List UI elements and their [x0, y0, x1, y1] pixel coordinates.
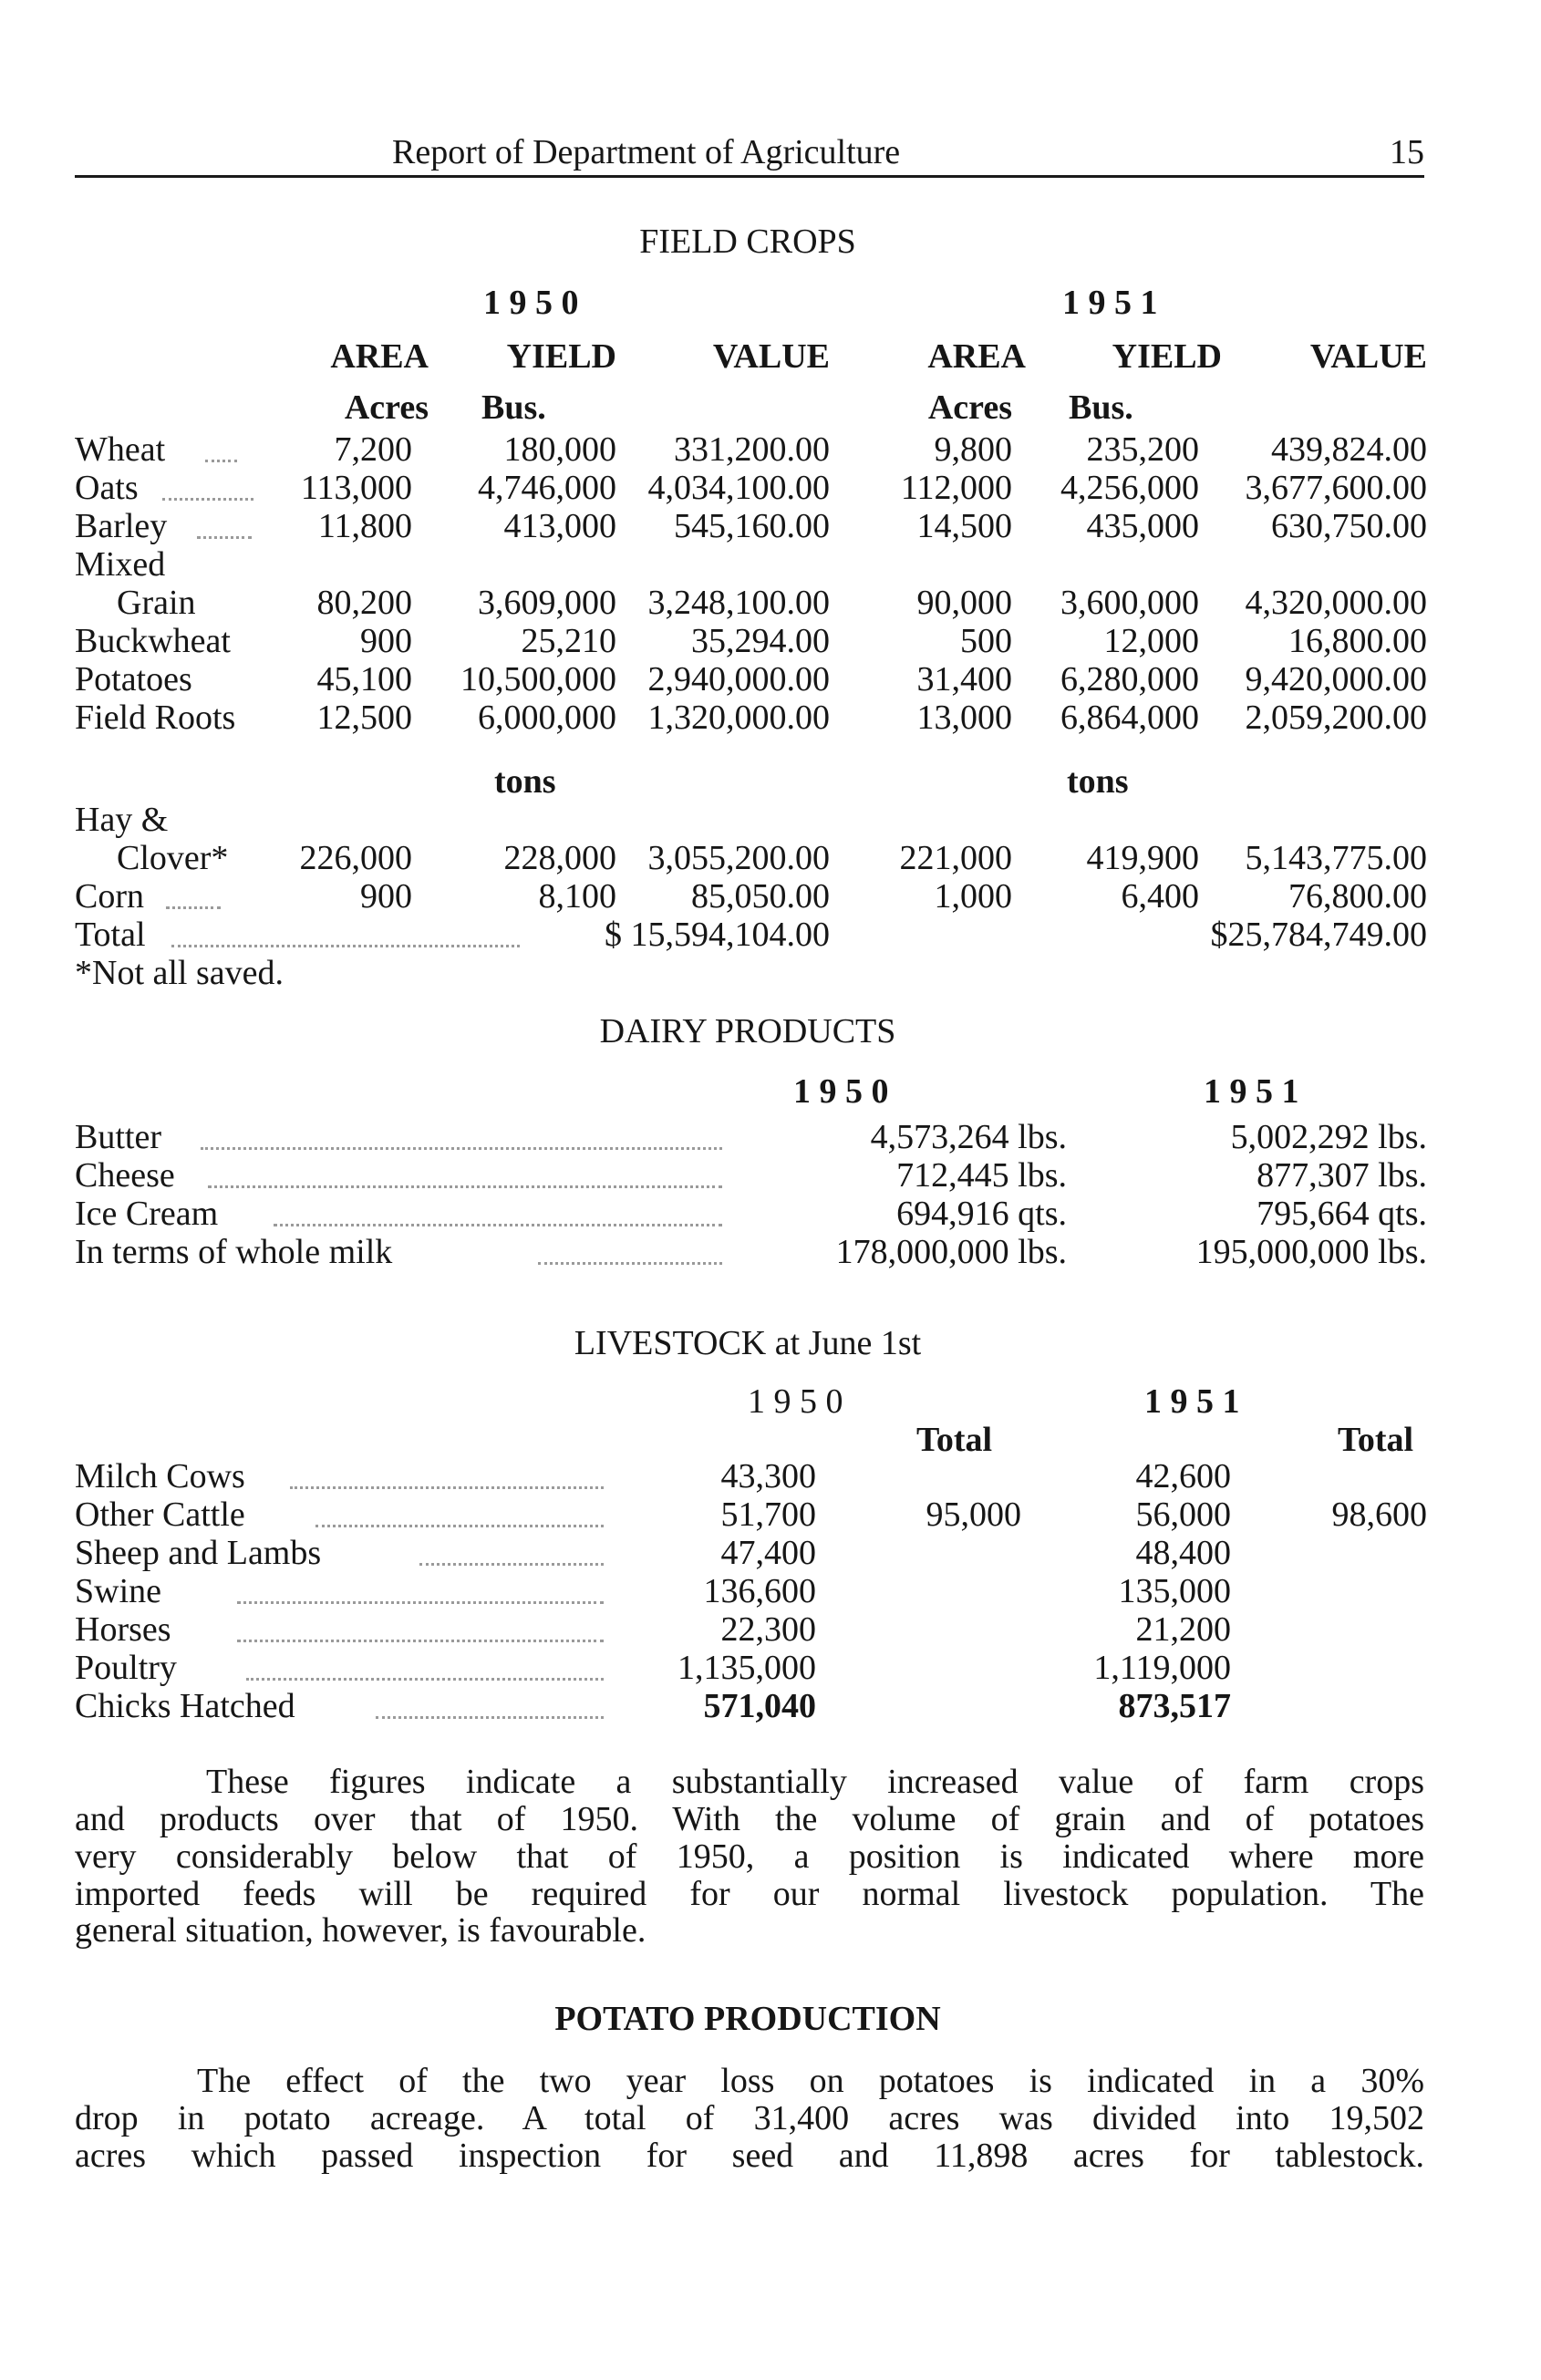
- livestock-total-label-1951: Total: [1338, 1421, 1414, 1459]
- leader-dots: [237, 1640, 604, 1642]
- yield-1950: 4,746,000: [478, 469, 616, 507]
- value-1951: 5,143,775.00: [1245, 839, 1427, 877]
- area-1951: 1,000: [934, 877, 1012, 916]
- area-1950: 11,800: [317, 507, 412, 545]
- yield-1951: 6,400: [1121, 877, 1199, 916]
- livestock-1951: 1,119,000: [1093, 1649, 1231, 1687]
- leader-dots: [237, 1601, 604, 1604]
- area-1950: 900: [360, 622, 412, 660]
- yield-1950: 10,500,000: [460, 660, 616, 698]
- value-1950: 331,200.00: [674, 430, 830, 469]
- livestock-1950: 571,040: [703, 1687, 816, 1725]
- leader-dots: [315, 1525, 604, 1527]
- col-yield-1950: YIELD: [506, 337, 616, 376]
- col-value-1951: VALUE: [1309, 337, 1427, 376]
- livestock-1951: 48,400: [1135, 1534, 1231, 1572]
- livestock-1950: 22,300: [720, 1610, 816, 1649]
- dairy-1951: 877,307 lbs.: [1257, 1156, 1427, 1195]
- value-1951: 439,824.00: [1271, 430, 1427, 469]
- livestock-total-1950: 95,000: [926, 1495, 1021, 1534]
- area-1950: 7,200: [334, 430, 412, 469]
- yield-1951: 4,256,000: [1060, 469, 1199, 507]
- dairy-1950: 694,916 qts.: [896, 1195, 1067, 1233]
- footnote: *Not all saved.: [75, 954, 284, 992]
- col-area-1950: AREA: [330, 337, 429, 376]
- unit-tons-1951: tons: [1067, 762, 1129, 801]
- livestock-total-label-1950: Total: [916, 1421, 993, 1459]
- livestock-1950: 43,300: [720, 1457, 816, 1495]
- leader-dots: [419, 1563, 604, 1566]
- leader-dots: [162, 498, 253, 501]
- leader-dots: [197, 536, 252, 539]
- area-1951: 14,500: [916, 507, 1012, 545]
- yield-1950: 228,000: [503, 839, 616, 877]
- area-1951: 9,800: [934, 430, 1012, 469]
- value-1951: 4,320,000.00: [1245, 584, 1427, 622]
- value-1950: 1,320,000.00: [647, 698, 830, 737]
- area-1950: 12,500: [316, 698, 412, 737]
- unit-acres-1950: Acres: [344, 388, 429, 427]
- livestock-item: Horses: [75, 1610, 171, 1649]
- crop-label-line1: Hay &: [75, 801, 169, 839]
- crop-label: Potatoes: [75, 660, 192, 698]
- unit-bus-1950: Bus.: [481, 388, 546, 427]
- crop-label: Buckwheat: [75, 622, 231, 660]
- crop-label: Grain: [117, 584, 196, 622]
- leader-dots: [166, 906, 221, 909]
- crop-label: Corn: [75, 877, 144, 916]
- summary-line: very considerably below that of 1950, a position is indicated where more: [75, 1837, 1424, 1876]
- livestock-1951: 56,000: [1135, 1495, 1231, 1534]
- dairy-year-1950: 1 9 5 0: [793, 1072, 889, 1111]
- value-1950: 85,050.00: [691, 877, 830, 916]
- livestock-year-1951: 1 9 5 1: [1144, 1382, 1240, 1421]
- dairy-1951: 195,000,000 lbs.: [1195, 1233, 1427, 1271]
- livestock-1951: 873,517: [1118, 1687, 1231, 1725]
- livestock-year-1950: 1 9 5 0: [748, 1382, 843, 1421]
- dairy-title: DAIRY PRODUCTS: [599, 1012, 896, 1050]
- livestock-1950: 51,700: [720, 1495, 816, 1534]
- yield-1950: 25,210: [521, 622, 616, 660]
- dairy-item: In terms of whole milk: [75, 1233, 393, 1271]
- value-1950: 3,248,100.00: [647, 584, 830, 622]
- yield-1951: 6,280,000: [1060, 660, 1199, 698]
- yield-1951: 235,200: [1086, 430, 1199, 469]
- running-header-title: Report of Department of Agriculture: [392, 133, 901, 171]
- unit-tons-1950: tons: [494, 762, 556, 801]
- potato-line: The effect of the two year loss on potatoes is indicated in a 30%: [197, 2062, 1424, 2100]
- value-1951: 2,059,200.00: [1245, 698, 1427, 737]
- value-1950: 3,055,200.00: [647, 839, 830, 877]
- dairy-1951: 5,002,292 lbs.: [1230, 1118, 1427, 1156]
- value-1950: 545,160.00: [674, 507, 830, 545]
- yield-1950: 8,100: [538, 877, 616, 916]
- summary-line: general situation, however, is favourable.: [75, 1911, 646, 1950]
- leader-dots: [376, 1716, 604, 1719]
- potato-line: acres which passed inspection for seed and 11,898 acres for tablestock.: [75, 2137, 1424, 2175]
- area-1950: 900: [360, 877, 412, 916]
- livestock-1950: 47,400: [720, 1534, 816, 1572]
- leader-dots: [290, 1486, 604, 1489]
- dairy-1950: 4,573,264 lbs.: [870, 1118, 1067, 1156]
- dairy-item: Cheese: [75, 1156, 175, 1195]
- yield-1951: 3,600,000: [1060, 584, 1199, 622]
- dairy-year-1951: 1 9 5 1: [1204, 1072, 1299, 1111]
- area-1950: 45,100: [316, 660, 412, 698]
- dairy-1950: 178,000,000 lbs.: [835, 1233, 1067, 1271]
- page-number: 15: [1390, 133, 1424, 171]
- dairy-1951: 795,664 qts.: [1257, 1195, 1427, 1233]
- livestock-item: Sheep and Lambs: [75, 1534, 322, 1572]
- dairy-item: Ice Cream: [75, 1195, 219, 1233]
- unit-bus-1951: Bus.: [1069, 388, 1133, 427]
- leader-dots: [171, 945, 520, 947]
- summary-line: and products over that of 1950. With the volume of grain and of potatoes: [75, 1800, 1424, 1838]
- crop-label-line1: Mixed: [75, 545, 166, 584]
- summary-line: These figures indicate a substantially increased value of farm crops: [206, 1763, 1424, 1801]
- area-1951: 112,000: [900, 469, 1012, 507]
- leader-dots: [274, 1224, 722, 1226]
- leader-dots: [246, 1678, 604, 1681]
- col-value-1950: VALUE: [712, 337, 830, 376]
- col-area-1951: AREA: [927, 337, 1026, 376]
- area-1950: 113,000: [300, 469, 412, 507]
- yield-1951: 419,900: [1086, 839, 1199, 877]
- livestock-title: LIVESTOCK at June 1st: [574, 1324, 922, 1362]
- summary-line: imported feeds will be required for our normal livestock population. The: [75, 1875, 1424, 1913]
- yield-1951: 435,000: [1086, 507, 1199, 545]
- total-value-1950: $ 15,594,104.00: [605, 916, 830, 954]
- total-value-1951: $25,784,749.00: [1210, 916, 1427, 954]
- yield-1951: 12,000: [1103, 622, 1199, 660]
- crop-label: Barley: [75, 507, 168, 545]
- livestock-1950: 1,135,000: [677, 1649, 816, 1687]
- livestock-item: Chicks Hatched: [75, 1687, 295, 1725]
- year-1951-heading: 1 9 5 1: [1062, 284, 1158, 322]
- livestock-item: Other Cattle: [75, 1495, 245, 1534]
- value-1951: 3,677,600.00: [1245, 469, 1427, 507]
- yield-1950: 413,000: [503, 507, 616, 545]
- header-rule: [75, 175, 1424, 178]
- dairy-1950: 712,445 lbs.: [896, 1156, 1067, 1195]
- livestock-item: Swine: [75, 1572, 161, 1610]
- crop-label: Oats: [75, 469, 139, 507]
- dairy-item: Butter: [75, 1118, 161, 1156]
- yield-1950: 6,000,000: [478, 698, 616, 737]
- livestock-item: Poultry: [75, 1649, 177, 1687]
- potato-line: drop in potato acreage. A total of 31,400 acres was divided into 19,502: [75, 2099, 1424, 2137]
- livestock-item: Milch Cows: [75, 1457, 245, 1495]
- yield-1951: 6,864,000: [1060, 698, 1199, 737]
- yield-1950: 180,000: [503, 430, 616, 469]
- area-1951: 500: [960, 622, 1012, 660]
- area-1951: 13,000: [916, 698, 1012, 737]
- value-1951: 630,750.00: [1271, 507, 1427, 545]
- area-1950: 226,000: [299, 839, 412, 877]
- yield-1950: 3,609,000: [478, 584, 616, 622]
- unit-acres-1951: Acres: [927, 388, 1012, 427]
- area-1951: 221,000: [899, 839, 1012, 877]
- field-crops-title: FIELD CROPS: [639, 222, 856, 261]
- area-1950: 80,200: [316, 584, 412, 622]
- value-1950: 4,034,100.00: [647, 469, 830, 507]
- value-1951: 16,800.00: [1288, 622, 1427, 660]
- area-1951: 31,400: [916, 660, 1012, 698]
- value-1951: 9,420,000.00: [1245, 660, 1427, 698]
- leader-dots: [208, 1185, 722, 1188]
- leader-dots: [205, 460, 237, 462]
- value-1951: 76,800.00: [1288, 877, 1427, 916]
- potato-title: POTATO PRODUCTION: [554, 2000, 941, 2038]
- value-1950: 2,940,000.00: [647, 660, 830, 698]
- crop-label: Clover*: [117, 839, 229, 877]
- area-1951: 90,000: [916, 584, 1012, 622]
- col-yield-1951: YIELD: [1112, 337, 1222, 376]
- crop-label: Field Roots: [75, 698, 236, 737]
- year-1950-heading: 1 9 5 0: [483, 284, 579, 322]
- livestock-total-1951: 98,600: [1331, 1495, 1427, 1534]
- total-label: Total: [75, 916, 146, 954]
- leader-dots: [201, 1147, 722, 1150]
- livestock-1951: 135,000: [1118, 1572, 1231, 1610]
- livestock-1950: 136,600: [703, 1572, 816, 1610]
- leader-dots: [538, 1262, 722, 1265]
- livestock-1951: 21,200: [1135, 1610, 1231, 1649]
- crop-label: Wheat: [75, 430, 166, 469]
- value-1950: 35,294.00: [691, 622, 830, 660]
- livestock-1951: 42,600: [1135, 1457, 1231, 1495]
